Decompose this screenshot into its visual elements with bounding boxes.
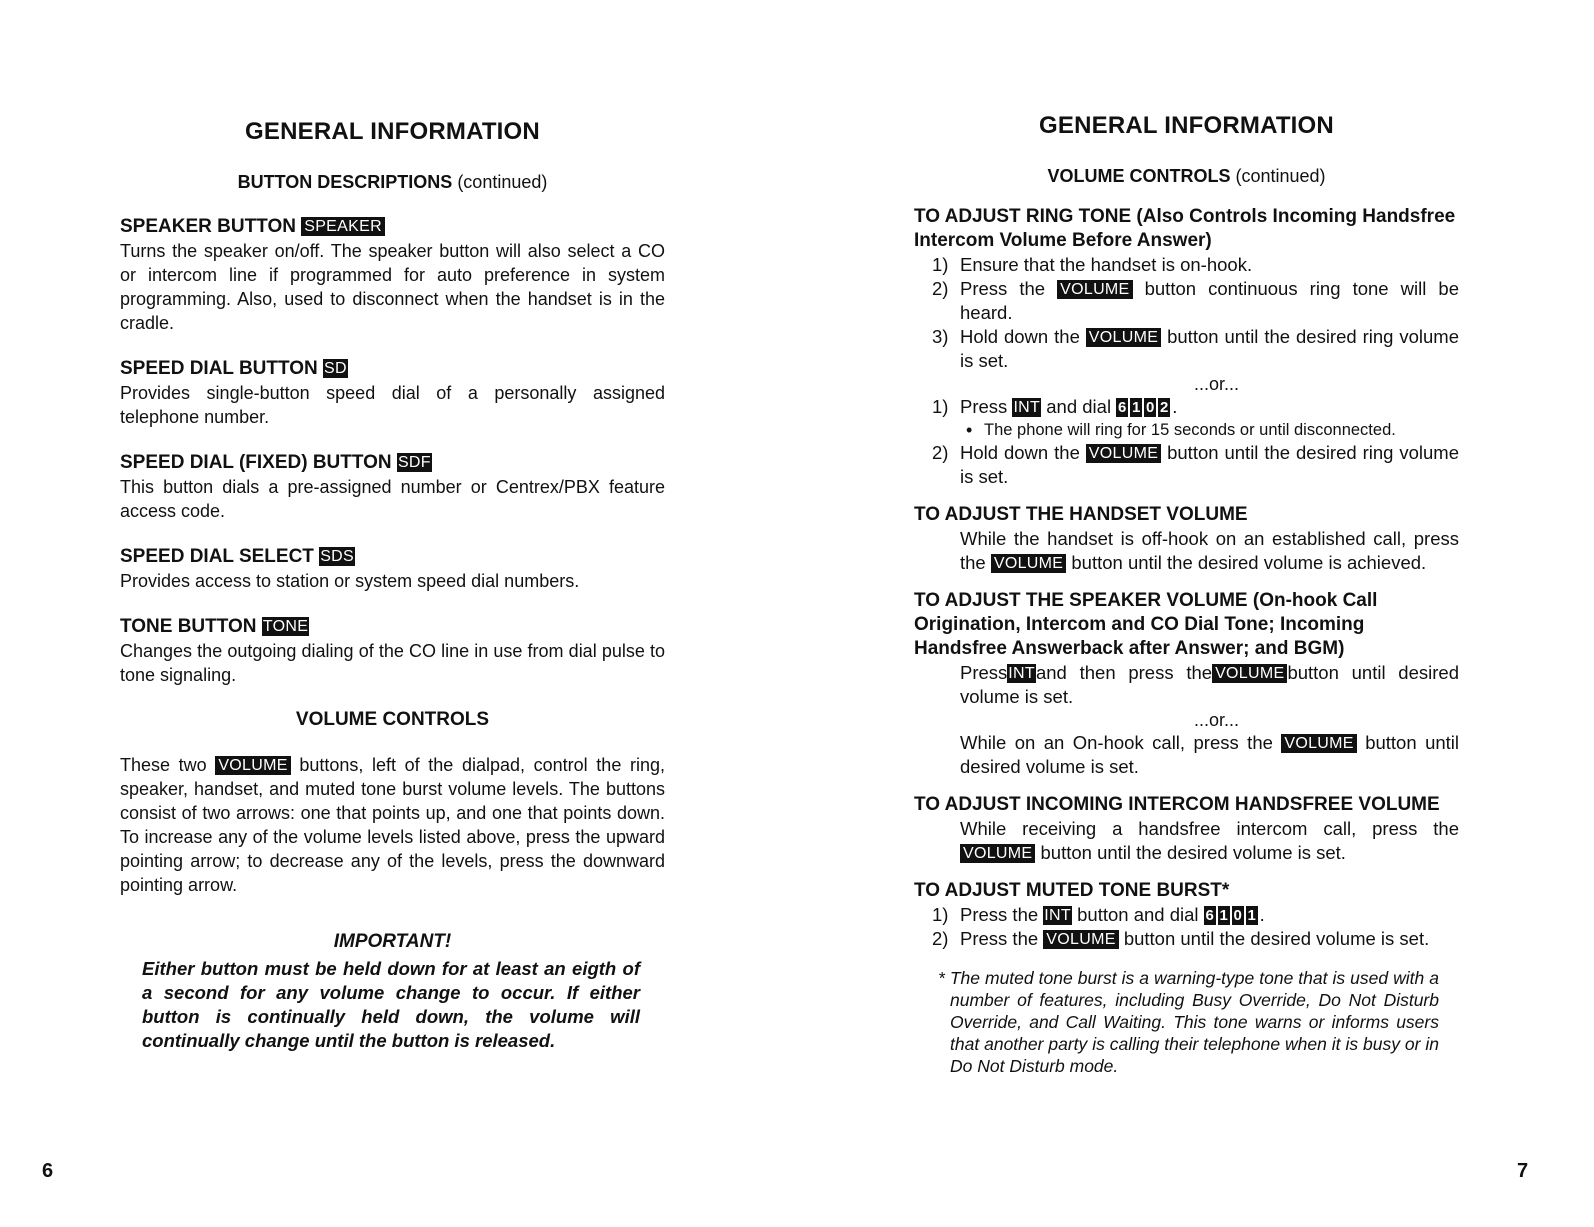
section-subtitle: [914, 166, 1459, 187]
list-item: [914, 395, 1459, 419]
body-text: button until the desired volume is set.: [1040, 842, 1346, 863]
page-title: GENERAL INFORMATION: [245, 118, 540, 145]
step-text: .: [1259, 904, 1265, 925]
step-text: button until the desired ring volume is set.: [960, 442, 1460, 487]
step-text: Press: [960, 396, 1008, 417]
step-text: Press the: [960, 904, 1039, 925]
speaker-button-section: [120, 215, 665, 335]
subtitle-bold: BUTTON DESCRIPTIONS: [237, 172, 453, 192]
step-text: button and dial: [1077, 904, 1199, 925]
ring-bullet: • The phone will ring for 15 seconds or until disconnected.: [914, 419, 1459, 441]
step-text: and dial: [1046, 396, 1112, 417]
section-body: This button dials a pre-assigned number or Centrex/PBX feature access code.: [120, 477, 665, 521]
body-text: and then press the: [1035, 662, 1213, 683]
speaker-body-1: [914, 661, 1459, 709]
heading-text: SPEAKER BUTTON: [120, 216, 296, 237]
body-text: While on an On-hook call, press the: [960, 732, 1273, 753]
muted-heading: TO ADJUST MUTED TONE BURST*: [914, 880, 1230, 901]
step-number: 1): [932, 904, 949, 925]
ring-tone-alt-steps: [914, 395, 1459, 419]
step-text: Hold down the: [960, 442, 1080, 463]
volume-text-post: buttons, left of the dialpad, control the ring, speaker, handset, and muted tone burst volume levels. The buttons consist of two arrows: one that points up, and one that points down. To increase any of the volume levels listed above, press the upward pointing arrow; to decrease any of the levels, press the downward pointing arrow.: [120, 755, 665, 895]
ring-tone-alt-steps-2: [914, 441, 1459, 489]
volume-controls-heading: VOLUME CONTROLS: [295, 709, 490, 730]
speaker-key: SPEAKER: [301, 217, 385, 236]
important-title: IMPORTANT!: [333, 931, 452, 952]
section-body: Turns the speaker on/off. The speaker button will also select a CO or intercom line if programmed for auto preference in system programming. Also, used to disconnect when the handset is in the cradle.: [120, 241, 665, 333]
speaker-heading: TO ADJUST THE SPEAKER VOLUME (On-hook Call Origination, Intercom and CO Dial Tone; Incoming Handsfree Answerback after Answer; and BGM): [914, 590, 1378, 659]
volume-key: VOLUME: [1043, 930, 1118, 949]
handset-volume-section: [914, 503, 1459, 575]
ring-tone-heading: TO ADJUST RING TONE (Also Controls Incoming Handsfree Intercom Volume Before Answer): [914, 206, 1456, 251]
subtitle-bold: VOLUME CONTROLS: [1047, 166, 1231, 186]
dial-digit: 6: [1205, 907, 1214, 924]
volume-key: VOLUME: [1057, 280, 1132, 299]
section-body: Provides access to station or system speed dial numbers.: [120, 571, 580, 591]
body-text: Press: [960, 662, 1008, 683]
body-text: button until the desired volume is achieved.: [1071, 552, 1427, 573]
volume-key: VOLUME: [215, 756, 290, 775]
step-number: 2): [932, 928, 949, 949]
list-item: [914, 253, 1459, 277]
step-text: Press the: [960, 928, 1039, 949]
intercom-heading: TO ADJUST INCOMING INTERCOM HANDSFREE VOLUME: [914, 794, 1440, 815]
tone-key: TONE: [262, 618, 309, 635]
dial-digit: 6: [1118, 399, 1127, 416]
speed-dial-select-section: [120, 545, 665, 593]
section-heading: [120, 215, 665, 239]
volume-controls-body: [120, 753, 665, 897]
step-text: Press the: [960, 278, 1046, 299]
step-text: .: [1172, 396, 1178, 417]
int-key: INT: [1044, 907, 1071, 924]
step-number: 2): [932, 442, 949, 463]
section-heading: [120, 357, 665, 381]
dial-digit: 0: [1146, 399, 1155, 416]
dial-digit: 1: [1247, 907, 1256, 924]
step-text: button continuous ring tone will be heard.: [960, 278, 1459, 323]
subtitle-continued: (continued): [1235, 166, 1326, 186]
subtitle-continued: (continued): [457, 172, 548, 192]
section-body: Provides single-button speed dial of a personally assigned telephone number.: [120, 383, 665, 427]
body-text: button until desired volume is set.: [960, 662, 1459, 707]
or-separator: ...or...: [1193, 710, 1240, 730]
volume-key: VOLUME: [991, 554, 1066, 573]
volume-key: VOLUME: [960, 844, 1035, 863]
volume-key: VOLUME: [1086, 328, 1161, 347]
speaker-volume-section: [914, 589, 1459, 779]
list-item: [914, 927, 1459, 951]
list-item: [914, 903, 1459, 927]
page-number: 7: [1517, 1160, 1529, 1182]
dial-digit: 1: [1132, 399, 1141, 416]
dial-digit: 0: [1233, 907, 1242, 924]
volume-key: VOLUME: [1086, 444, 1161, 463]
body-text: button until desired volume is set.: [960, 732, 1460, 777]
right-column: [914, 112, 1459, 1077]
page-number: 6: [42, 1160, 54, 1182]
dial-digit: 1: [1219, 907, 1228, 924]
speed-dial-section: [120, 357, 665, 429]
step-number: 1): [932, 396, 949, 417]
page-title: GENERAL INFORMATION: [1039, 112, 1334, 139]
section-subtitle: [120, 172, 665, 193]
step-text: Hold down the: [960, 326, 1080, 347]
volume-key: VOLUME: [1212, 664, 1287, 683]
heading-text: SPEED DIAL BUTTON: [120, 358, 318, 379]
sdf-key: SDF: [397, 454, 431, 471]
step-text: button until the desired volume is set.: [1123, 928, 1430, 949]
or-separator: ...or...: [1193, 374, 1240, 394]
step-number: 3): [932, 326, 949, 347]
heading-text: TONE BUTTON: [120, 616, 257, 637]
int-key: INT: [1013, 399, 1041, 416]
right-page: [797, 0, 1594, 1227]
heading-text: SPEED DIAL SELECT: [120, 546, 314, 567]
speed-dial-fixed-section: [120, 451, 665, 523]
body-text: While the handset is off-hook on an established call, press the: [960, 528, 1459, 573]
ring-tone-steps: [914, 253, 1459, 373]
body-text: While receiving a handsfree intercom call, press the: [960, 818, 1459, 839]
speaker-body-2: [914, 731, 1459, 779]
section-heading: [120, 615, 665, 639]
list-item: [914, 277, 1459, 325]
sds-key: SDS: [320, 548, 354, 565]
left-column: [120, 118, 665, 1053]
tone-button-section: [120, 615, 665, 687]
ring-tone-section: [914, 205, 1459, 489]
int-key: INT: [1008, 665, 1035, 682]
muted-tone-section: [914, 879, 1459, 951]
important-body: Either button must be held down for at least an eigth of a second for any volume change to occur. If either button is continually held down, the volume will continually change until the button is released.: [142, 958, 640, 1051]
volume-key: VOLUME: [1281, 734, 1356, 753]
volume-text-pre: These two: [120, 755, 207, 775]
intercom-body: [914, 817, 1459, 865]
intercom-volume-section: [914, 793, 1459, 865]
list-item: [914, 441, 1459, 489]
section-heading: [120, 451, 665, 475]
dial-digit: 2: [1160, 399, 1169, 416]
section-heading: [120, 545, 665, 569]
step-number: 2): [932, 278, 949, 299]
section-body: Changes the outgoing dialing of the CO line in use from dial pulse to tone signaling.: [120, 641, 665, 685]
handset-body: [914, 527, 1459, 575]
footnote: * The muted tone burst is a warning-type tone that is used with a number of features, including Busy Override, Do Not Disturb Override, and Call Waiting. This tone warns or informs users that another party is calling their telephone when it is busy or in Do Not Disturb mode.: [938, 968, 1439, 1076]
handset-heading: TO ADJUST THE HANDSET VOLUME: [914, 504, 1248, 525]
list-item: [914, 325, 1459, 373]
muted-steps: [914, 903, 1459, 951]
heading-text: SPEED DIAL (FIXED) BUTTON: [120, 452, 392, 473]
step-number: 1): [932, 254, 949, 275]
sd-key: SD: [324, 360, 347, 377]
step-text: Ensure that the handset is on-hook.: [960, 254, 1253, 275]
step-text: button until the desired ring volume is set.: [960, 326, 1460, 371]
